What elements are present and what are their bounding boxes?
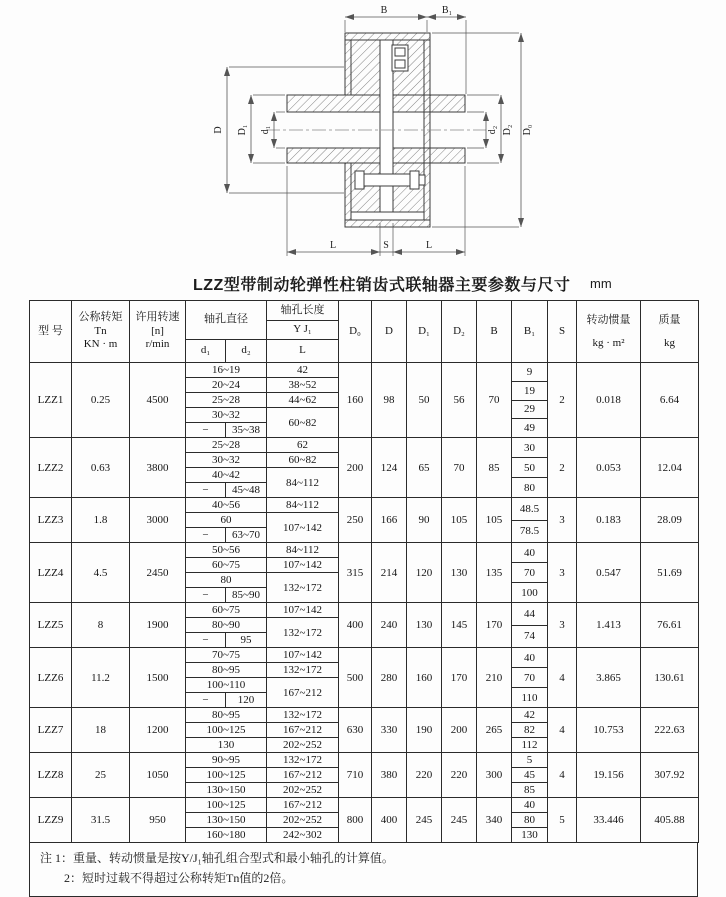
bore-dia-cell: 80 xyxy=(186,573,267,588)
model-cell: LZZ5 xyxy=(30,603,72,648)
D1-cell: 190 xyxy=(407,708,442,753)
header-D0: D₀ xyxy=(339,301,372,363)
bore-dia-cell: 60~75 xyxy=(186,558,267,573)
B1-cell xyxy=(512,798,548,843)
bore-dia-cell: 130~150 xyxy=(186,783,267,798)
D1-cell: 65 xyxy=(407,438,442,498)
B1-sublist xyxy=(512,543,547,602)
bore-len-cell: 38~52 xyxy=(267,378,339,393)
S-cell: 2 xyxy=(548,363,577,438)
B-cell: 170 xyxy=(477,603,512,648)
table-row xyxy=(30,438,699,453)
torque-cell: 31.5 xyxy=(72,798,130,843)
mass-cell: 307.92 xyxy=(641,753,699,798)
coupling-drawing xyxy=(0,0,726,270)
pin-lower xyxy=(395,60,405,68)
torque-cell: 18 xyxy=(72,708,130,753)
mass-cell: 6.64 xyxy=(641,363,699,438)
bore-len-cell: 60~82 xyxy=(267,453,339,468)
header-torque xyxy=(72,301,130,363)
D2-cell: 56 xyxy=(442,363,477,438)
rim-top xyxy=(345,33,430,40)
torque-cell: 4.5 xyxy=(72,543,130,603)
right-hub-top xyxy=(393,95,465,112)
S-cell: 4 xyxy=(548,708,577,753)
bore-d1-cell: − xyxy=(186,483,226,498)
D-cell: 400 xyxy=(372,798,407,843)
header-speed-l1: 许用转速 xyxy=(135,310,180,323)
dim-label-d0-cap: D₀ xyxy=(522,124,533,136)
D-cell: 98 xyxy=(372,363,407,438)
inertia-cell: 0.183 xyxy=(577,498,641,543)
bore-len-cell: 84~112 xyxy=(267,543,339,558)
D-cell: 330 xyxy=(372,708,407,753)
bore-dia-cell: 30~32 xyxy=(186,408,267,423)
note-line-2: 2：短时过载不得超过公称转矩Tn值的2倍。 xyxy=(64,870,294,885)
model-cell: LZZ7 xyxy=(30,708,72,753)
B1-cell xyxy=(512,708,548,753)
bore-dia-cell: 160~180 xyxy=(186,828,267,843)
mass-cell: 76.61 xyxy=(641,603,699,648)
header-inertia-l1: 转动惯量 xyxy=(586,313,631,326)
dim-label-s: S xyxy=(383,240,389,251)
table-row xyxy=(30,753,699,768)
dim-label-d2-cap: D₂ xyxy=(502,124,513,136)
table-row xyxy=(30,648,699,663)
bore-len-cell: 167~212 xyxy=(267,723,339,738)
S-cell: 3 xyxy=(548,543,577,603)
bore-dia-cell: 40~42 xyxy=(186,468,267,483)
page-title: LZZ型带制动轮弹性柱销齿式联轴器主要参数与尺寸 xyxy=(193,277,571,294)
S-cell: 4 xyxy=(548,753,577,798)
model-cell: LZZ8 xyxy=(30,753,72,798)
S-cell: 2 xyxy=(548,438,577,498)
torque-cell: 0.25 xyxy=(72,363,130,438)
B1-sublist xyxy=(512,603,547,647)
bore-len-cell: 62 xyxy=(267,438,339,453)
model-cell: LZZ1 xyxy=(30,363,72,438)
B-cell: 300 xyxy=(477,753,512,798)
D0-cell: 200 xyxy=(339,438,372,498)
torque-cell: 0.63 xyxy=(72,438,130,498)
bore-len-cell: 107~142 xyxy=(267,648,339,663)
B1-sub-value: 42 xyxy=(512,708,547,723)
D0-cell: 160 xyxy=(339,363,372,438)
B1-sub-value: 40 xyxy=(512,648,547,668)
rim-left-wall-upper xyxy=(345,40,351,95)
D-cell: 380 xyxy=(372,753,407,798)
B1-sub-value: 19 xyxy=(512,382,547,401)
D-cell: 214 xyxy=(372,543,407,603)
bore-len-cell: 202~252 xyxy=(267,738,339,753)
D2-cell: 170 xyxy=(442,648,477,708)
bore-dia-cell: 50~56 xyxy=(186,543,267,558)
bore-dia-cell: 100~125 xyxy=(186,723,267,738)
note-line-1: 注 1：重量、转动惯量是按Y/J₁轴孔组合型式和最小轴孔的计算值。 xyxy=(40,851,394,865)
B1-cell xyxy=(512,648,548,708)
header-d2: d₂ xyxy=(226,340,267,363)
bore-dia-cell: 90~95 xyxy=(186,753,267,768)
inertia-cell: 0.018 xyxy=(577,363,641,438)
B1-cell xyxy=(512,438,548,498)
bore-dia-cell: 60 xyxy=(186,513,267,528)
unit-label: mm xyxy=(590,276,612,291)
B1-sublist xyxy=(512,498,547,542)
D0-cell: 500 xyxy=(339,648,372,708)
B1-sub-value: 44 xyxy=(512,603,547,626)
D1-cell: 50 xyxy=(407,363,442,438)
S-cell: 3 xyxy=(548,498,577,543)
rim-left-wall-lower xyxy=(345,163,351,220)
bore-dia-cell: 100~110 xyxy=(186,678,267,693)
table-row xyxy=(30,798,699,813)
model-cell: LZZ4 xyxy=(30,543,72,603)
D2-cell: 220 xyxy=(442,753,477,798)
bore-d1-cell: − xyxy=(186,693,226,708)
bore-len-cell: 60~82 xyxy=(267,408,339,438)
model-cell: LZZ3 xyxy=(30,498,72,543)
B1-sub-value: 5 xyxy=(512,753,547,768)
D1-cell: 160 xyxy=(407,648,442,708)
bore-len-cell: 167~212 xyxy=(267,768,339,783)
header-inertia xyxy=(577,301,641,363)
bore-len-cell: 132~172 xyxy=(267,573,339,603)
bore-len-cell: 132~172 xyxy=(267,753,339,768)
inertia-cell: 19.156 xyxy=(577,753,641,798)
B1-sub-value: 74 xyxy=(524,630,535,643)
B-cell: 340 xyxy=(477,798,512,843)
header-torque-l3: KN · m xyxy=(83,338,118,351)
B1-sub-value: 85 xyxy=(524,784,535,796)
bore-dia-cell: 130~150 xyxy=(186,813,267,828)
dim-label-d-cap: D xyxy=(213,126,224,134)
speed-cell: 1200 xyxy=(130,708,186,753)
left-hub-top xyxy=(287,95,380,112)
header-bore-len: 轴孔长度 xyxy=(267,301,339,321)
bore-len-cell: 242~302 xyxy=(267,828,339,843)
bore-d2-cell: 35~38 xyxy=(226,423,267,438)
B1-sub-value: 130 xyxy=(521,829,538,841)
speed-cell: 4500 xyxy=(130,363,186,438)
bore-d2-cell: 63~70 xyxy=(226,528,267,543)
bore-len-cell: 202~252 xyxy=(267,783,339,798)
bore-d2-cell: 45~48 xyxy=(226,483,267,498)
B1-sublist xyxy=(512,438,547,497)
bore-d1-cell: − xyxy=(186,423,226,438)
model-cell: LZZ9 xyxy=(30,798,72,843)
header-inertia-l2: kg · m² xyxy=(592,337,625,349)
B-cell: 135 xyxy=(477,543,512,603)
D-cell: 166 xyxy=(372,498,407,543)
bore-len-cell: 132~172 xyxy=(267,663,339,678)
dim-label-b1: B₁ xyxy=(441,5,453,16)
mass-cell: 130.61 xyxy=(641,648,699,708)
D-cell: 280 xyxy=(372,648,407,708)
left-hub-bottom xyxy=(287,148,380,163)
inertia-cell: 1.413 xyxy=(577,603,641,648)
dim-label-l-left: L xyxy=(329,240,337,251)
D1-cell: 245 xyxy=(407,798,442,843)
header-speed-l2: [n] xyxy=(151,324,164,337)
speed-cell: 2450 xyxy=(130,543,186,603)
inertia-cell: 3.865 xyxy=(577,648,641,708)
dim-label-b: B xyxy=(380,5,388,16)
bore-len-cell: 42 xyxy=(267,363,339,378)
bore-len-cell: 44~62 xyxy=(267,393,339,408)
torque-cell: 11.2 xyxy=(72,648,130,708)
table-row xyxy=(30,363,699,378)
mass-cell: 28.09 xyxy=(641,498,699,543)
D0-cell: 400 xyxy=(339,603,372,648)
table-row xyxy=(30,603,699,618)
B1-sublist xyxy=(512,363,547,437)
B1-sub-value: 80 xyxy=(512,813,547,828)
speed-cell: 950 xyxy=(130,798,186,843)
mass-cell: 51.69 xyxy=(641,543,699,603)
header-torque-l1: 公称转矩 xyxy=(78,310,123,323)
D1-cell: 120 xyxy=(407,543,442,603)
bore-dia-cell: 100~125 xyxy=(186,798,267,813)
D0-cell: 710 xyxy=(339,753,372,798)
B-cell: 70 xyxy=(477,363,512,438)
B1-sub-value: 82 xyxy=(512,723,547,738)
D-cell: 240 xyxy=(372,603,407,648)
bore-len-cell: 167~212 xyxy=(267,798,339,813)
inertia-cell: 10.753 xyxy=(577,708,641,753)
B1-cell xyxy=(512,498,548,543)
notes-box xyxy=(29,843,698,897)
inertia-cell: 33.446 xyxy=(577,798,641,843)
dim-label-d1-cap: D₁ xyxy=(237,124,248,136)
header-mass xyxy=(641,301,699,363)
rim-bottom xyxy=(345,220,430,227)
D0-cell: 800 xyxy=(339,798,372,843)
header-mass-l1: 质量 xyxy=(658,313,681,326)
bore-len-cell: 107~142 xyxy=(267,558,339,573)
B1-sublist xyxy=(512,708,547,752)
spec-table xyxy=(29,300,699,843)
bore-dia-cell: 25~28 xyxy=(186,393,267,408)
D0-cell: 630 xyxy=(339,708,372,753)
B1-cell xyxy=(512,543,548,603)
D0-cell: 315 xyxy=(339,543,372,603)
bore-len-cell: 84~112 xyxy=(267,468,339,498)
model-cell: LZZ6 xyxy=(30,648,72,708)
bore-dia-cell: 80~90 xyxy=(186,618,267,633)
header-speed-l3: r/min xyxy=(145,338,170,351)
B1-cell xyxy=(512,603,548,648)
header-B1: B₁ xyxy=(512,301,548,363)
model-cell: LZZ2 xyxy=(30,438,72,498)
B1-sub-value: 48.5 xyxy=(512,498,547,521)
bore-d1-cell: − xyxy=(186,633,226,648)
table-row xyxy=(30,498,699,513)
bore-dia-cell: 80~95 xyxy=(186,663,267,678)
B1-sub-value: 49 xyxy=(524,422,535,435)
inertia-cell: 0.053 xyxy=(577,438,641,498)
mass-cell: 222.63 xyxy=(641,708,699,753)
S-cell: 3 xyxy=(548,603,577,648)
B1-sub-value: 40 xyxy=(512,798,547,813)
B-cell: 210 xyxy=(477,648,512,708)
D1-cell: 90 xyxy=(407,498,442,543)
B1-sub-value: 110 xyxy=(521,691,538,704)
header-B: B xyxy=(477,301,512,363)
header-bore-dia: 轴孔直径 xyxy=(186,301,267,340)
bore-dia-cell: 16~19 xyxy=(186,363,267,378)
D-cell: 124 xyxy=(372,438,407,498)
bore-dia-cell: 70~75 xyxy=(186,648,267,663)
pin-upper xyxy=(395,48,405,56)
bore-len-cell: 84~112 xyxy=(267,498,339,513)
right-hub-bottom xyxy=(393,148,465,163)
header-yj1: Y J₁ xyxy=(267,321,339,340)
speed-cell: 1900 xyxy=(130,603,186,648)
B1-sub-value: 70 xyxy=(512,563,547,583)
D2-cell: 130 xyxy=(442,543,477,603)
B1-sub-value: 70 xyxy=(512,668,547,688)
bore-d1-cell: − xyxy=(186,528,226,543)
D2-cell: 245 xyxy=(442,798,477,843)
bore-dia-cell: 130 xyxy=(186,738,267,753)
bore-dia-cell: 40~56 xyxy=(186,498,267,513)
torque-cell: 1.8 xyxy=(72,498,130,543)
D2-cell: 105 xyxy=(442,498,477,543)
dim-label-d2-bore: d₂ xyxy=(487,125,498,135)
speed-cell: 3000 xyxy=(130,498,186,543)
B1-sublist xyxy=(512,648,547,707)
bore-d1-cell: − xyxy=(186,588,226,603)
header-d1: d₁ xyxy=(186,340,226,363)
header-S: S xyxy=(548,301,577,363)
bore-dia-cell: 60~75 xyxy=(186,603,267,618)
inertia-cell: 0.547 xyxy=(577,543,641,603)
B1-cell xyxy=(512,753,548,798)
header-mass-l2: kg xyxy=(664,337,675,349)
B-cell: 265 xyxy=(477,708,512,753)
B1-sub-value: 50 xyxy=(512,458,547,478)
B-cell: 105 xyxy=(477,498,512,543)
bore-d2-cell: 85~90 xyxy=(226,588,267,603)
header-L: L xyxy=(267,340,339,363)
B-cell: 85 xyxy=(477,438,512,498)
bore-len-cell: 107~142 xyxy=(267,603,339,618)
B1-cell xyxy=(512,363,548,438)
header-D1: D₁ xyxy=(407,301,442,363)
bolt xyxy=(355,171,425,189)
dim-label-d1-bore: d₁ xyxy=(260,125,271,135)
B1-sub-value: 100 xyxy=(521,586,538,599)
B1-sub-value: 40 xyxy=(512,543,547,563)
B1-sublist xyxy=(512,798,547,842)
bore-len-cell: 132~172 xyxy=(267,618,339,648)
mass-cell: 12.04 xyxy=(641,438,699,498)
speed-cell: 1500 xyxy=(130,648,186,708)
table-row xyxy=(30,543,699,558)
header-speed xyxy=(130,301,186,363)
speed-cell: 1050 xyxy=(130,753,186,798)
bore-d2-cell: 120 xyxy=(226,693,267,708)
mass-cell: 405.88 xyxy=(641,798,699,843)
B1-sublist xyxy=(512,753,547,797)
speed-cell: 3800 xyxy=(130,438,186,498)
bore-len-cell: 107~142 xyxy=(267,513,339,543)
dim-label-l-right: L xyxy=(425,240,433,251)
D2-cell: 200 xyxy=(442,708,477,753)
B1-sub-value: 45 xyxy=(512,768,547,783)
D2-cell: 70 xyxy=(442,438,477,498)
table-row xyxy=(30,708,699,723)
bore-dia-cell: 100~125 xyxy=(186,768,267,783)
B1-sub-value: 29 xyxy=(512,401,547,420)
bore-d2-cell: 95 xyxy=(226,633,267,648)
title-row xyxy=(0,270,726,300)
bore-len-cell: 167~212 xyxy=(267,678,339,708)
S-cell: 5 xyxy=(548,798,577,843)
header-D: D xyxy=(372,301,407,363)
torque-cell: 25 xyxy=(72,753,130,798)
spec-table-body xyxy=(30,363,699,843)
header-D2: D₂ xyxy=(442,301,477,363)
bore-len-cell: 202~252 xyxy=(267,813,339,828)
B1-sub-value: 80 xyxy=(524,481,535,494)
B1-sub-value: 112 xyxy=(521,739,538,751)
D1-cell: 220 xyxy=(407,753,442,798)
S-cell: 4 xyxy=(548,648,577,708)
B1-sub-value: 30 xyxy=(512,438,547,458)
bore-len-cell: 132~172 xyxy=(267,708,339,723)
D0-cell: 250 xyxy=(339,498,372,543)
torque-cell: 8 xyxy=(72,603,130,648)
bore-dia-cell: 30~32 xyxy=(186,453,267,468)
bore-dia-cell: 20~24 xyxy=(186,378,267,393)
D2-cell: 145 xyxy=(442,603,477,648)
bore-dia-cell: 80~95 xyxy=(186,708,267,723)
D1-cell: 130 xyxy=(407,603,442,648)
B1-sub-value: 9 xyxy=(512,363,547,382)
header-model: 型 号 xyxy=(30,301,72,363)
bore-dia-cell: 25~28 xyxy=(186,438,267,453)
B1-sub-value: 78.5 xyxy=(519,525,540,538)
header-torque-l2: Tn xyxy=(94,324,107,337)
